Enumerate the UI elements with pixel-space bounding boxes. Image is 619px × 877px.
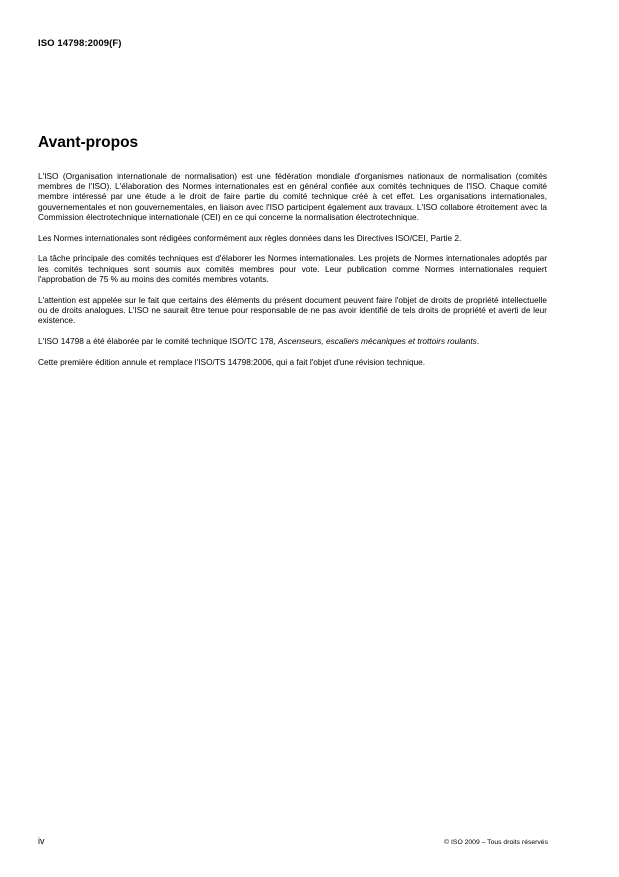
paragraph-technical-committees: La tâche principale des comités techniques est d'élaborer les Normes internationales. Les projets de Normes internationales adoptés par les comités techniques sont soumis aux comités membres pour vote. Leur publication comme Normes internationales requiert l'approbation de 75 % au moins des comités membres votants. xyxy=(38,253,547,284)
page-number: iv xyxy=(38,836,45,846)
prepared-by-end: . xyxy=(476,335,480,346)
paragraph-directives: Les Normes internationales sont rédigées conformément aux règles données dans les Directives ISO/CEI, Partie 2. xyxy=(38,232,462,243)
paragraph-iso-organisation: L'ISO (Organisation internationale de normalisation) est une fédération mondiale d'organismes nationaux de normalisation (comités membres de l'ISO). L'élaboration des Normes internationales est en général confiée aux comités techniques de l'ISO. Chaque comité membre intéressé par une étude a le droit de faire partie du comité technique créé à cet effet. Les organisations internationales, gouvernementales et non gouvernementales, en liaison avec l'ISO participent également aux travaux. L'ISO collabore étroitement avec la Commission électrotechnique internationale (CEI) en ce qui concerne la normalisation électrotechnique. xyxy=(38,171,547,222)
paragraph-edition: Cette première édition annule et remplace l'ISO/TS 14798:2006, qui a fait l'objet d'une révision technique. xyxy=(38,356,426,367)
document-identifier: ISO 14798:2009(F) xyxy=(38,38,122,49)
prepared-by-text: L'ISO 14798 a été élaborée par le comité technique ISO/TC 178, xyxy=(38,335,279,346)
paragraph-patent-rights: L'attention est appelée sur le fait que certains des éléments du présent document peuvent faire l'objet de droits de propriété intellectuelle ou de droits analogues. L'ISO ne saurait être tenue pour responsable de ne pas avoir identifié de tels droits de propriété et averti de leur existence. xyxy=(38,294,547,326)
paragraph-prepared-by xyxy=(38,336,547,346)
section-body xyxy=(38,171,547,377)
committee-title: Ascenseurs, escaliers mécaniques et trottoirs roulants xyxy=(278,335,477,346)
copyright-notice: © ISO 2009 – Tous droits réservés xyxy=(444,839,548,846)
section-title: Avant-propos xyxy=(38,134,139,151)
